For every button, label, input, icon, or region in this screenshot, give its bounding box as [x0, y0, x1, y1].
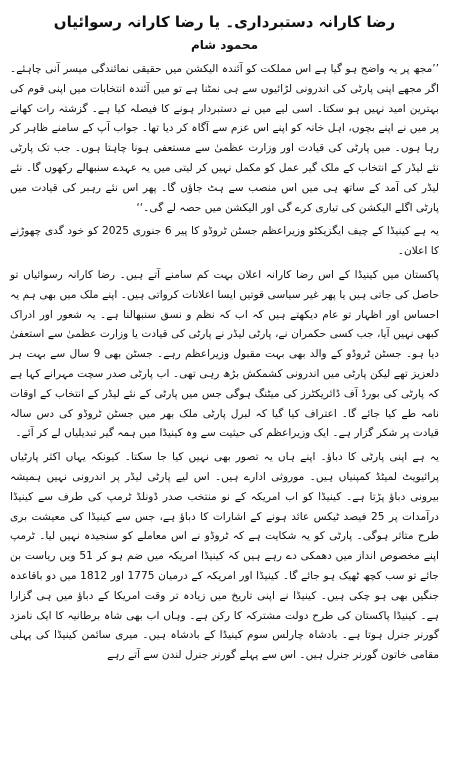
article-paragraph-1: ’’مجھ پر یہ واضح ہو گیا ہے اس مملکت کو آئندہ الیکشن میں حقیقی نمائندگی میسر آنی چاہئے۔ اگر مجھے اپنی پارٹی کی اندرونی لڑائیوں سے ہی نمٹنا ہے تو میں آئندہ انتخابات میں اپنی قوم کی بہترین امید نہیں ہو سکتا۔ اسی لیے میں نے دستبردار ہونے کا فیصلہ کیا ہے۔ گزشتہ رات کھانے پر میں نے اپنے بچوں، اہل خانہ کو اپنے اس عزم سے آگاہ کر دیا تھا۔ جواب آپ کے سامنے ظاہر کر رہا ہوں۔ میں پارٹی کی قیادت اور وزارت عظمیٰ سے مستعفی ہونا چاہتا ہوں۔ جب تک پارٹی نئے لیڈر کے انتخاب کے ملک گیر عمل کو مکمل نہیں کر لیتی میں یہ عہدے سنبھالے رکھوں گا۔ نئے لیڈر کی آمد کے ساتھ ہی میں اس منصب سے ہٹ جاؤں گا۔ پھر اس نئے رہبر کی قیادت میں پارٹی اگلے الیکشن کی تیاری کرے گی اور الیکشن میں حصہ لے گی۔‘‘ — [10, 63, 439, 214]
article-paragraph-3: پاکستان میں کینیڈا کے اس رضا کارانہ اعلان بہت کم سامنے آتے ہیں۔ رضا کارانہ رسوائیاں تو حاصل کی جاتی ہیں یا پھر غیر سیاسی قوتیں ایسا اعلانات کرواتی ہیں۔ اپنے ملک میں بھی ہم یہ احساس اور اظہار تو عام دیکھتے ہیں کہ اب کہ نظم و نسق سنبھالنا ہے۔ یہ شعور اور ادراک کبھی نہیں آیا، جب کسی حکمران نے، پارٹی لیڈر نے پارٹی کی قیادت یا وزارت عظمیٰ سے استعفیٰ دیا ہو۔ جسٹن ٹروڈو کے والد بھی بہت مقبول وزیراعظم رہے۔ جسٹن بھی 9 سال سے بہت ہر دلعزیز تھے لیکن پارٹی میں اندرونی کشمکش بڑھ رہی تھی۔ اب پارٹی صدر سچت مہرانے کہا ہے کہ پارٹی کی بورڈ آف ڈائریکٹرز کی میٹنگ ہوگی جس میں پارٹی کے نئے لیڈر کے انتخاب کے اوقات نامہ طے کیا جائے گا۔ اعتراف کیا گیا کہ لبرل پارٹی ملک بھر میں جسٹن ٹروڈو کی دس سالہ قیادت پر شکر گزار ہے۔ ایک وزیراعظم کی حیثیت سے وہ کینیڈا میں ہمہ گیر تبدیلیاں لے کر آئے۔ — [10, 268, 440, 440]
author-name: محمود شام — [190, 38, 259, 52]
article-paragraph-2: یہ ہے کینیڈا کے چیف ایگزیکٹو وزیراعظم جسٹن ٹروڈو کا پیر 6 جنوری 2025 کو خود گدی چھوڑنے کا اعلان۔ — [10, 225, 439, 258]
article-title: رضا کارانہ دستبرداری۔ یا رضا کارانہ رسوائیاں — [53, 13, 396, 31]
article — [10, 10, 439, 666]
article-paragraph-4: یہ ہے اپنی پارٹی کا دباؤ۔ اپنے ہاں یہ تصور بھی نہیں کیا جا سکتا۔ کیونکہ یہاں اکثر پارٹیاں پرائیویٹ لمیٹڈ کمپنیاں ہیں۔ موروثی ادارے ہیں۔ اس لیے پارٹی لیڈر پر اندرونی نہیں ہمیشہ بیرونی دباؤ پڑتا ہے۔ کینیڈا کو اب امریکہ کے نو منتخب صدر ڈونلڈ ٹرمپ کی طرف سے کینیڈا درآمدات پر 25 فیصد ٹیکس عائد ہونے کے اشارات کا دباؤ ہے، جس سے کینیڈا کی معیشت بری طرح متاثر ہوگی۔ پارٹی کو یہ شکایت ہے کہ ٹروڈو نے اس معاملے کو سنجیدہ نہیں لیا۔ ٹرمپ اپنے مخصوص انداز میں دھمکی دے رہے ہیں کہ کینیڈا امریکہ میں ضم ہو کر 51 ویں ریاست بن جائے تو سب کچھ ٹھیک ہو جائے گا۔ کینیڈا اور امریکہ کے درمیان 1775 اور 1812 میں دو باقاعدہ جنگیں بھی ہو چکی ہیں۔ کینیڈا نے اپنی تاریخ میں زیادہ تر وقت امریکا کے دباؤ میں ہی گزارا ہے۔ کینیڈا پاکستان کی طرح دولت مشترکہ کا رکن ہے۔ وہاں اب بھی شاہ برطانیہ کا ایک نامزد گورنر جنرل ہوتا ہے۔ بادشاہ چارلس سوم کینیڈا کے بادشاہ ہیں۔ میری سائمن کینیڈا کی پہلی مقامی خاتون گورنر جنرل ہیں۔ اس سے پہلے گورنر جنرل لندن سے آتے رہے — [10, 451, 439, 662]
